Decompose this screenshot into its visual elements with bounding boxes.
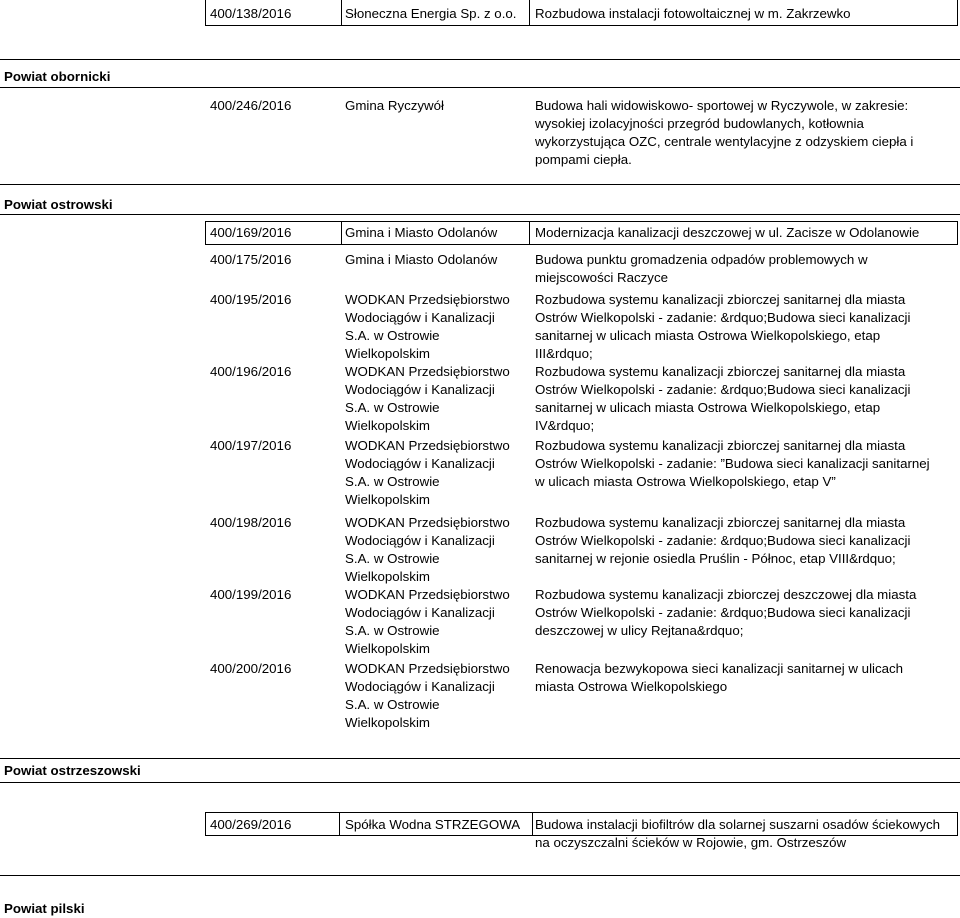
section-title: Powiat ostrzeszowski [4, 763, 141, 778]
org-line: WODKAN Przedsiębiorstwo [345, 661, 510, 676]
org-line: Wielkopolskim [345, 641, 430, 656]
row-id: 400/175/2016 [210, 252, 292, 267]
desc-line: Renowacja bezwykopowa sieci kanalizacji sanitarnej w ulicach [535, 661, 904, 676]
section-title: Powiat obornicki [4, 69, 111, 84]
row-id: 400/246/2016 [210, 98, 292, 113]
org-line: S.A. w Ostrowie [345, 474, 440, 489]
section-title: Powiat ostrowski [4, 197, 113, 212]
org-line: Wielkopolskim [345, 346, 430, 361]
row-id: 400/197/2016 [210, 438, 292, 453]
section-separator [0, 214, 960, 215]
desc-line: Ostrów Wielkopolski - zadanie: ”Budowa sieci kanalizacji sanitarnej [535, 456, 930, 471]
desc-line: Rozbudowa systemu kanalizacji zbiorczej sanitarnej dla miasta [535, 364, 906, 379]
org-line: Wielkopolskim [345, 492, 430, 507]
desc-line: Rozbudowa systemu kanalizacji zbiorczej deszczowej dla miasta [535, 587, 917, 602]
row-desc: Modernizacja kanalizacji deszczowej w ul. Zacisze w Odolanowie [535, 225, 920, 240]
row-id: 400/196/2016 [210, 364, 292, 379]
org-line: Wodociągów i Kanalizacji [345, 679, 495, 694]
desc-line: Rozbudowa systemu kanalizacji zbiorczej sanitarnej dla miasta [535, 438, 906, 453]
org-line: S.A. w Ostrowie [345, 697, 440, 712]
row-org: Gmina i Miasto Odolanów [345, 225, 498, 240]
desc-line: Rozbudowa systemu kanalizacji zbiorczej sanitarnej dla miasta [535, 515, 906, 530]
section-separator [0, 875, 960, 876]
col-divider [529, 222, 530, 244]
org-line: WODKAN Przedsiębiorstwo [345, 515, 510, 530]
desc-line: sanitarnej w ulicach miasta Ostrowa Wielkopolskiego, etap [535, 328, 881, 343]
row-org: Słoneczna Energia Sp. z o.o. [345, 6, 517, 21]
row-desc: Rozbudowa instalacji fotowoltaicznej w m. Zakrzewko [535, 6, 851, 21]
section-separator [0, 59, 960, 60]
desc-line: miasta Ostrowa Wielkopolskiego [535, 679, 728, 694]
desc-line: miejscowości Raczyce [535, 270, 669, 285]
row-org: Gmina i Miasto Odolanów [345, 252, 498, 267]
row-id: 400/195/2016 [210, 292, 292, 307]
desc-line: IV&rdquo; [535, 418, 595, 433]
desc-line: Budowa punktu gromadzenia odpadów problemowych w [535, 252, 868, 267]
desc-line: w ulicach miasta Ostrowa Wielkopolskiego, etap V” [535, 474, 836, 489]
org-line: Wodociągów i Kanalizacji [345, 310, 495, 325]
org-line: Wodociągów i Kanalizacji [345, 605, 495, 620]
org-line: WODKAN Przedsiębiorstwo [345, 438, 510, 453]
desc-line: wykorzystująca OZC, centrale wentylacyjne z odzyskiem ciepła i [535, 134, 914, 149]
desc-line: Budowa instalacji biofiltrów dla solarnej suszarni osadów ściekowych [535, 817, 941, 832]
desc-line: III&rdquo; [535, 346, 593, 361]
section-separator [0, 87, 960, 88]
col-divider [341, 0, 342, 25]
org-line: WODKAN Przedsiębiorstwo [345, 587, 510, 602]
org-line: Wodociągów i Kanalizacji [345, 456, 495, 471]
col-divider [339, 813, 340, 835]
desc-line: sanitarnej w ulicach miasta Ostrowa Wielkopolskiego, etap [535, 400, 881, 415]
desc-line: wysokiej izolacyjności przegród budowlanych, kotłownia [535, 116, 864, 131]
row-id: 400/138/2016 [210, 6, 292, 21]
section-separator [0, 758, 960, 759]
org-line: S.A. w Ostrowie [345, 328, 440, 343]
row-id: 400/269/2016 [210, 817, 292, 832]
org-line: S.A. w Ostrowie [345, 551, 440, 566]
section-separator [0, 184, 960, 185]
row-id: 400/199/2016 [210, 587, 292, 602]
desc-line: Ostrów Wielkopolski - zadanie: &rdquo;Budowa sieci kanalizacji [535, 533, 911, 548]
org-line: Wielkopolskim [345, 715, 430, 730]
col-divider [529, 0, 530, 25]
desc-line: Rozbudowa systemu kanalizacji zbiorczej sanitarnej dla miasta [535, 292, 906, 307]
col-divider [532, 813, 533, 835]
org-line: Wielkopolskim [345, 418, 430, 433]
desc-line: Ostrów Wielkopolski - zadanie: &rdquo;Budowa sieci kanalizacji [535, 382, 911, 397]
row-org: Gmina Ryczywół [345, 98, 445, 113]
row-org: Spółka Wodna STRZEGOWA [345, 817, 521, 832]
desc-line: sanitarnej w rejonie osiedla Pruślin - Północ, etap VIII&rdquo; [535, 551, 896, 566]
desc-line: na oczyszczalni ścieków w Rojowie, gm. Ostrzeszów [535, 835, 847, 850]
section-separator [0, 782, 960, 783]
org-line: WODKAN Przedsiębiorstwo [345, 364, 510, 379]
desc-line: deszczowej w ulicy Rejtana&rdquo; [535, 623, 744, 638]
desc-line: Ostrów Wielkopolski - zadanie: &rdquo;Budowa sieci kanalizacji [535, 310, 911, 325]
section-title: Powiat pilski [4, 901, 85, 916]
desc-line: pompami ciepła. [535, 152, 632, 167]
desc-line: Budowa hali widowiskowo- sportowej w Ryczywole, w zakresie: [535, 98, 909, 113]
col-divider [341, 222, 342, 244]
org-line: Wielkopolskim [345, 569, 430, 584]
org-line: Wodociągów i Kanalizacji [345, 533, 495, 548]
row-id: 400/198/2016 [210, 515, 292, 530]
desc-line: Ostrów Wielkopolski - zadanie: &rdquo;Budowa sieci kanalizacji [535, 605, 911, 620]
org-line: Wodociągów i Kanalizacji [345, 382, 495, 397]
row-id: 400/169/2016 [210, 225, 292, 240]
org-line: WODKAN Przedsiębiorstwo [345, 292, 510, 307]
org-line: S.A. w Ostrowie [345, 623, 440, 638]
org-line: S.A. w Ostrowie [345, 400, 440, 415]
row-id: 400/200/2016 [210, 661, 292, 676]
